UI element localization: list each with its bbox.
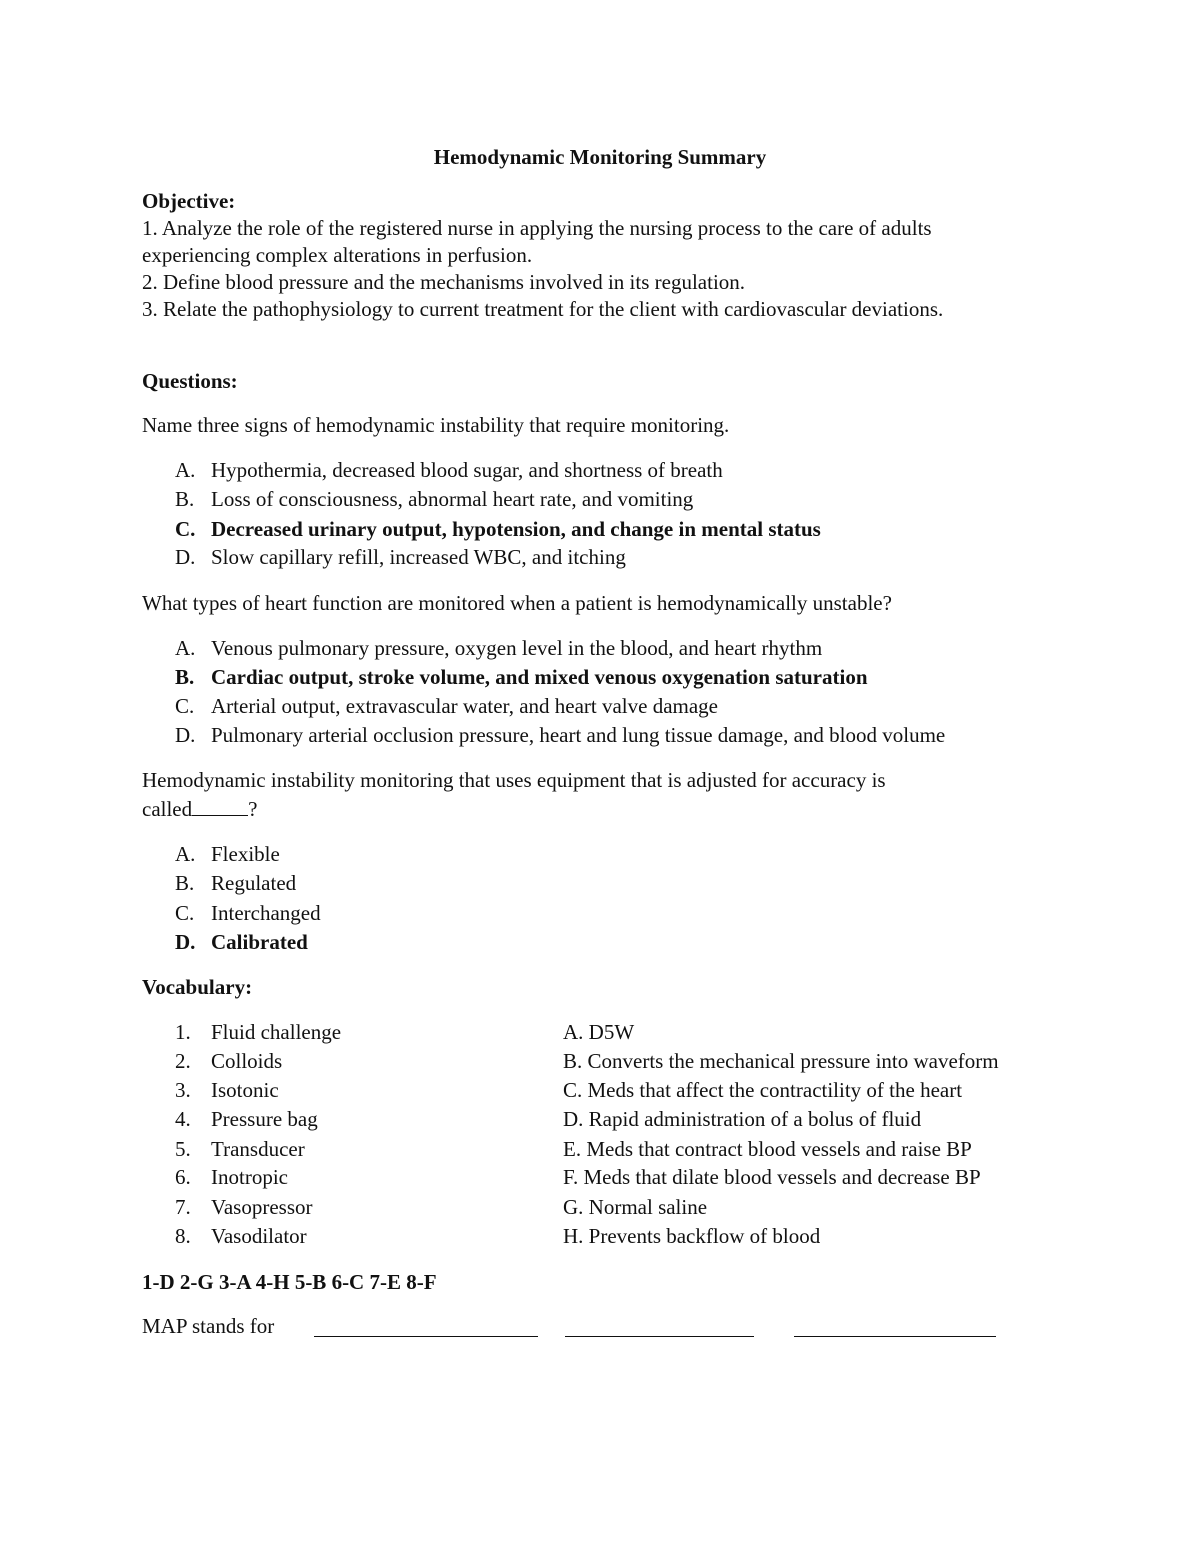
vocab-term-5: [175, 1135, 305, 1163]
vocab-definition-b: B. Converts the mechanical pressure into waveform: [563, 1049, 999, 1073]
option-letter: D.: [175, 930, 196, 954]
term-text: Pressure bag: [211, 1107, 318, 1131]
question-3-option-a: [175, 840, 280, 868]
vocab-term-1: [175, 1018, 341, 1046]
document-title: Hemodynamic Monitoring Summary: [433, 145, 767, 169]
vocab-definition-e: E. Meds that contract blood vessels and raise BP: [563, 1137, 972, 1161]
option-letter: B.: [175, 487, 195, 511]
option-text: Flexible: [211, 842, 280, 866]
vocab-definition-d: D. Rapid administration of a bolus of fluid: [563, 1107, 922, 1131]
vocab-term-6: [175, 1163, 288, 1191]
term-number: 8.: [175, 1224, 191, 1248]
term-number: 5.: [175, 1137, 191, 1161]
question-3-suffix: ?: [248, 797, 258, 821]
option-letter: B.: [175, 871, 195, 895]
objective-item-1-continued: experiencing complex alterations in perfusion.: [142, 243, 533, 267]
term-number: 1.: [175, 1020, 191, 1044]
vocab-definition-a: A. D5W: [563, 1020, 635, 1044]
question-3-option-d-correct: [175, 928, 308, 956]
objective-item-3: 3. Relate the pathophysiology to current treatment for the client with cardiovascular deviations.: [142, 297, 944, 321]
question-1-option-c-correct: [175, 515, 821, 543]
term-text: Isotonic: [211, 1078, 279, 1102]
question-3-option-c: [175, 899, 321, 927]
vocab-definition-f: F. Meds that dilate blood vessels and decrease BP: [563, 1165, 981, 1189]
option-text: Interchanged: [211, 901, 321, 925]
option-letter: A.: [175, 458, 196, 482]
option-letter: B.: [175, 665, 195, 689]
objective-heading: Objective:: [142, 189, 236, 213]
question-3-text: Hemodynamic instability monitoring that uses equipment that is adjusted for accuracy is: [142, 768, 886, 792]
question-3-text-continued: [142, 795, 257, 823]
map-blank-2: [565, 1336, 754, 1337]
term-number: 3.: [175, 1078, 191, 1102]
option-letter: C.: [175, 694, 195, 718]
option-text: Loss of consciousness, abnormal heart rate, and vomiting: [211, 487, 694, 511]
map-blank-3: [794, 1336, 996, 1337]
question-1-option-d: [175, 543, 626, 571]
question-2-option-a: [175, 634, 822, 662]
vocab-term-7: [175, 1193, 312, 1221]
option-text: Pulmonary arterial occlusion pressure, heart and lung tissue damage, and blood volume: [211, 723, 946, 747]
option-letter: D.: [175, 723, 196, 747]
vocab-definition-c: C. Meds that affect the contractility of the heart: [563, 1078, 963, 1102]
term-text: Transducer: [211, 1137, 305, 1161]
option-letter: A.: [175, 842, 196, 866]
option-text: Arterial output, extravascular water, and heart valve damage: [211, 694, 719, 718]
question-2-option-c: [175, 692, 718, 720]
vocabulary-answer-key: 1-D 2-G 3-A 4-H 5-B 6-C 7-E 8-F: [142, 1270, 437, 1294]
option-letter: C.: [175, 517, 196, 541]
term-number: 4.: [175, 1107, 191, 1131]
answer-blank: [192, 797, 248, 816]
objective-item-2: 2. Define blood pressure and the mechanisms involved in its regulation.: [142, 270, 746, 294]
option-text: Calibrated: [211, 930, 308, 954]
option-text: Decreased urinary output, hypotension, and change in mental status: [211, 517, 821, 541]
term-text: Fluid challenge: [211, 1020, 342, 1044]
term-text: Vasodilator: [211, 1224, 307, 1248]
objective-item-1: 1. Analyze the role of the registered nurse in applying the nursing process to the care of adults: [142, 216, 932, 240]
vocab-term-8: [175, 1222, 307, 1250]
term-text: Colloids: [211, 1049, 283, 1073]
term-text: Vasopressor: [211, 1195, 313, 1219]
vocab-term-2: [175, 1047, 282, 1075]
map-blank-1: [314, 1336, 538, 1337]
question-3-option-b: [175, 869, 296, 897]
vocabulary-heading: Vocabulary:: [142, 975, 253, 999]
option-text: Slow capillary refill, increased WBC, and itching: [211, 545, 626, 569]
question-3-prefix: called: [142, 797, 193, 821]
question-2-text: What types of heart function are monitored when a patient is hemodynamically unstable?: [142, 591, 892, 615]
question-2-option-d: [175, 721, 945, 749]
vocab-definition-h: H. Prevents backflow of blood: [563, 1224, 821, 1248]
option-letter: A.: [175, 636, 196, 660]
question-1-text: Name three signs of hemodynamic instability that require monitoring.: [142, 413, 730, 437]
option-letter: C.: [175, 901, 195, 925]
map-prompt: MAP stands for: [142, 1314, 275, 1338]
option-text: Cardiac output, stroke volume, and mixed venous oxygenation saturation: [211, 665, 868, 689]
term-number: 2.: [175, 1049, 191, 1073]
option-letter: D.: [175, 545, 196, 569]
vocab-term-4: [175, 1105, 318, 1133]
option-text: Regulated: [211, 871, 297, 895]
vocab-definition-g: G. Normal saline: [563, 1195, 708, 1219]
term-text: Inotropic: [211, 1165, 288, 1189]
option-text: Venous pulmonary pressure, oxygen level in the blood, and heart rhythm: [211, 636, 823, 660]
term-number: 6.: [175, 1165, 191, 1189]
vocab-term-3: [175, 1076, 279, 1104]
question-1-option-a: [175, 456, 723, 484]
question-2-option-b-correct: [175, 663, 868, 691]
question-1-option-b: [175, 485, 693, 513]
option-text: Hypothermia, decreased blood sugar, and shortness of breath: [211, 458, 723, 482]
questions-heading: Questions:: [142, 369, 238, 393]
term-number: 7.: [175, 1195, 191, 1219]
